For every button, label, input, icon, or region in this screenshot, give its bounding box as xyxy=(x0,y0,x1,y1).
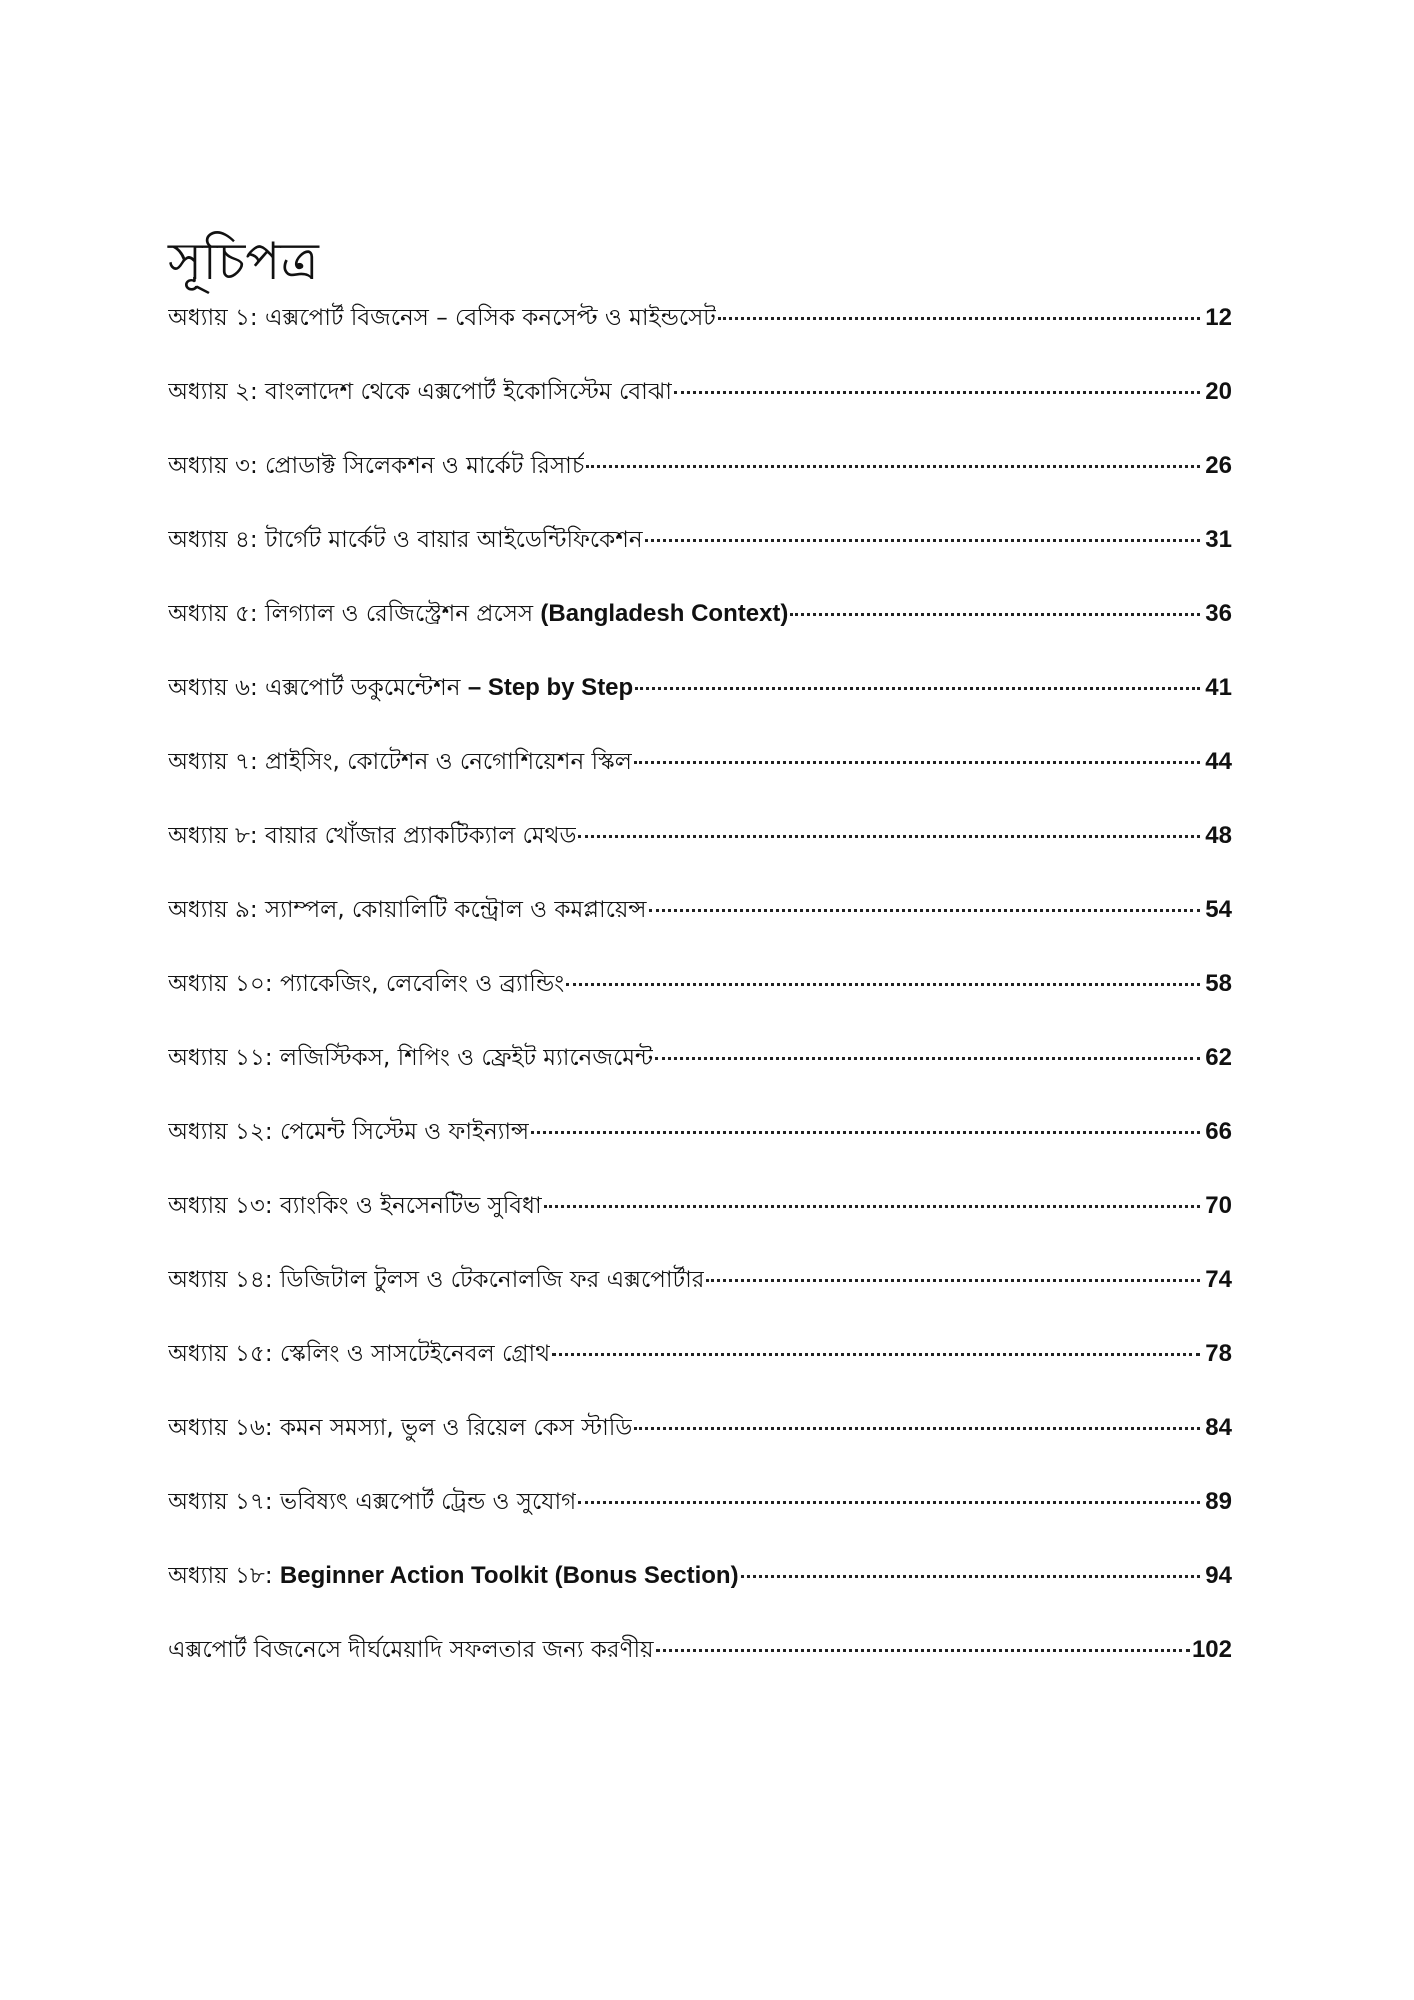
toc-entry-label xyxy=(168,1184,542,1228)
toc-entry-label xyxy=(168,814,576,858)
toc-entry-label xyxy=(168,1554,739,1598)
dot-leader xyxy=(635,687,1200,690)
dot-leader xyxy=(706,1279,1200,1282)
toc-page-number: 31 xyxy=(1205,526,1232,553)
toc-entry-label xyxy=(168,1110,529,1154)
dot-leader xyxy=(649,909,1200,912)
toc-page-number: 12 xyxy=(1205,304,1232,331)
toc-entry xyxy=(168,888,1232,962)
toc-entry-label xyxy=(168,962,564,1006)
toc-entry-label xyxy=(168,1406,632,1450)
toc-entry-title: অধ্যায় ৫: লিগ্যাল ও রেজিস্ট্রেশন প্রসেস xyxy=(168,601,541,627)
toc-page-number: 66 xyxy=(1205,1118,1232,1145)
toc-entry-title: অধ্যায় ১৮: xyxy=(168,1563,280,1589)
toc-entry-title: অধ্যায় ৯: স্যাম্পল, কোয়ালিটি কন্ট্রোল ও কমপ্লায়েন্স xyxy=(168,897,647,923)
toc-entry-label xyxy=(168,888,647,932)
dot-leader xyxy=(634,1427,1200,1430)
dot-leader xyxy=(656,1649,1190,1652)
toc-entry xyxy=(168,1406,1232,1480)
toc-entry-title: অধ্যায় ১৬: কমন সমস্যা, ভুল ও রিয়েল কেস স্টাডি xyxy=(168,1415,633,1441)
toc-entry xyxy=(168,518,1232,592)
toc-entry xyxy=(168,814,1232,888)
toc-entry xyxy=(168,444,1232,518)
toc-entry-title-english: – Step by Step xyxy=(467,674,634,701)
toc-entry-label xyxy=(168,666,633,710)
toc-entry xyxy=(168,296,1232,370)
toc-entry-label xyxy=(168,1332,550,1376)
toc-entry-title-english: Beginner Action Toolkit (Bonus Section) xyxy=(279,1562,739,1589)
toc-page-number: 62 xyxy=(1205,1044,1232,1071)
toc-entry-label xyxy=(168,592,788,636)
toc-page-number: 89 xyxy=(1205,1488,1232,1515)
dot-leader xyxy=(544,1205,1200,1208)
dot-leader xyxy=(578,835,1200,838)
toc-entry xyxy=(168,740,1232,814)
toc-entry xyxy=(168,592,1232,666)
page-title: সূচিপত্র xyxy=(168,232,319,292)
toc-entry-title: অধ্যায় ৬: এক্সপোর্ট ডকুমেন্টেশন xyxy=(168,675,468,701)
toc-entry-title: অধ্যায় ৮: বায়ার খোঁজার প্র্যাকটিক্যাল মেথড xyxy=(168,823,577,849)
dot-leader xyxy=(566,983,1200,986)
toc-page-number: 20 xyxy=(1205,378,1232,405)
toc-page-number: 36 xyxy=(1205,600,1232,627)
toc-entry-title-english: (Bangladesh Context) xyxy=(540,600,789,627)
toc-entry-title: অধ্যায় ১৩: ব্যাংকিং ও ইনসেনটিভ সুবিধা xyxy=(168,1193,542,1219)
toc-entry-title: অধ্যায় ৭: প্রাইসিং, কোটেশন ও নেগোশিয়েশন স্কিল xyxy=(168,749,632,775)
toc-page-number: 26 xyxy=(1205,452,1232,479)
table-of-contents xyxy=(168,296,1232,1702)
dot-leader xyxy=(645,539,1200,542)
dot-leader xyxy=(790,613,1200,616)
toc-entry-label xyxy=(168,370,672,414)
dot-leader xyxy=(586,465,1200,468)
toc-entry-label xyxy=(168,518,643,562)
toc-entry xyxy=(168,1554,1232,1628)
toc-entry xyxy=(168,962,1232,1036)
toc-entry-label xyxy=(168,1628,654,1672)
dot-leader xyxy=(552,1353,1200,1356)
toc-entry-label xyxy=(168,1258,704,1302)
dot-leader xyxy=(655,1057,1200,1060)
toc-entry xyxy=(168,1628,1232,1702)
toc-entry-title: অধ্যায় ১: এক্সপোর্ট বিজনেস – বেসিক কনসেপ্ট ও মাইন্ডসেট xyxy=(168,305,716,331)
toc-entry xyxy=(168,1184,1232,1258)
toc-entry-title: অধ্যায় ১৪: ডিজিটাল টুলস ও টেকনোলজি ফর এক্সপোর্টার xyxy=(168,1267,705,1293)
toc-entry-label xyxy=(168,1036,653,1080)
toc-entry xyxy=(168,1332,1232,1406)
toc-page-number: 74 xyxy=(1205,1266,1232,1293)
toc-entry xyxy=(168,1036,1232,1110)
toc-entry-label xyxy=(168,1480,576,1524)
toc-page-number: 41 xyxy=(1205,674,1232,701)
toc-entry-title: অধ্যায় ১২: পেমেন্ট সিস্টেম ও ফাইন্যান্স xyxy=(168,1119,530,1145)
toc-page-number: 84 xyxy=(1205,1414,1232,1441)
toc-entry xyxy=(168,1110,1232,1184)
toc-page-number: 70 xyxy=(1205,1192,1232,1219)
toc-entry-title: অধ্যায় ১১: লজিস্টিকস, শিপিং ও ফ্রেইট ম্যানেজমেন্ট xyxy=(168,1045,654,1071)
dot-leader xyxy=(674,391,1200,394)
toc-entry xyxy=(168,1480,1232,1554)
dot-leader xyxy=(531,1131,1200,1134)
toc-entry-title: অধ্যায় ৪: টার্গেট মার্কেট ও বায়ার আইডেন্টিফিকেশন xyxy=(168,527,643,553)
dot-leader xyxy=(741,1575,1200,1578)
dot-leader xyxy=(718,317,1200,320)
toc-page-number: 58 xyxy=(1205,970,1232,997)
toc-entry-label xyxy=(168,444,584,488)
dot-leader xyxy=(634,761,1200,764)
toc-page-number: 102 xyxy=(1191,1636,1232,1663)
toc-entry-title: অধ্যায় ১৫: স্কেলিং ও সাসটেইনেবল গ্রোথ xyxy=(168,1341,551,1367)
toc-entry-title: অধ্যায় ২: বাংলাদেশ থেকে এক্সপোর্ট ইকোসিস্টেম বোঝা xyxy=(168,379,672,405)
toc-entry-title: অধ্যায় ১৭: ভবিষ্যৎ এক্সপোর্ট ট্রেন্ড ও সুযোগ xyxy=(168,1489,577,1515)
toc-entry-title: অধ্যায় ১০: প্যাকেজিং, লেবেলিং ও ব্র্যান্ডিং xyxy=(168,971,565,997)
dot-leader xyxy=(578,1501,1200,1504)
toc-page-number: 94 xyxy=(1205,1562,1232,1589)
toc-page-number: 48 xyxy=(1205,822,1232,849)
toc-entry-label xyxy=(168,296,716,340)
toc-entry-title: অধ্যায় ৩: প্রোডাক্ট সিলেকশন ও মার্কেট রিসার্চ xyxy=(168,453,585,479)
toc-entry-title: এক্সপোর্ট বিজনেসে দীর্ঘমেয়াদি সফলতার জন্য করণীয় xyxy=(168,1637,654,1663)
toc-entry xyxy=(168,666,1232,740)
toc-entry xyxy=(168,370,1232,444)
toc-page-number: 54 xyxy=(1205,896,1232,923)
toc-entry xyxy=(168,1258,1232,1332)
toc-page-number: 44 xyxy=(1205,748,1232,775)
toc-entry-label xyxy=(168,740,632,784)
toc-page-number: 78 xyxy=(1205,1340,1232,1367)
